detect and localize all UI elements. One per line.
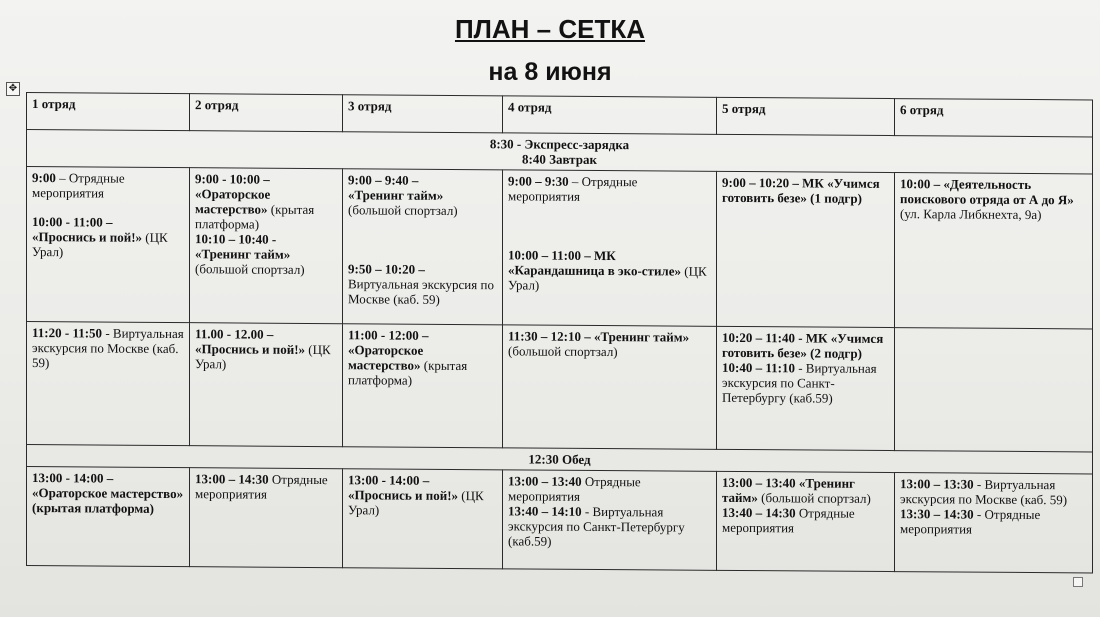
schedule-cell: 13:00 – 13:40 «Тренинг тайм» (большой спортзал) 13:40 – 14:30 Отрядные мероприятия xyxy=(717,471,895,571)
column-header: 3 отряд xyxy=(343,95,503,133)
schedule-cell: 11.00 - 12.00 – «Проснись и пой!» (ЦК Урал) xyxy=(190,323,343,447)
schedule-cell: 11:20 - 11:50 - Виртуальная экскурсия по Москве (каб. 59) xyxy=(27,322,190,446)
schedule-cell-empty xyxy=(895,328,1093,452)
resize-handle[interactable] xyxy=(1073,577,1083,587)
schedule-cell: 9:00 – 10:20 – МК «Учимся готовить безе» (1 подгр) xyxy=(717,171,895,327)
move-icon[interactable]: ✥ xyxy=(6,82,20,96)
page-subtitle: на 8 июня xyxy=(488,58,612,86)
schedule-table xyxy=(26,92,1093,573)
schedule-cell: 13:00 – 14:30 Отрядные мероприятия xyxy=(190,468,343,568)
schedule-cell: 11:00 - 12:00 – «Ораторское мастерство» (крытая платформа) xyxy=(343,324,503,448)
column-header: 4 отряд xyxy=(503,96,717,134)
schedule-row xyxy=(27,322,1093,452)
breakfast-event: 8:40 Завтрак xyxy=(522,151,597,167)
schedule-row xyxy=(27,167,1093,329)
schedule-cell: 13:00 – 13:40 Отрядные мероприятия 13:40 – 14:10 - Виртуальная экскурсия по Санкт-Петербургу (каб.59) xyxy=(503,470,717,570)
column-header: 5 отряд xyxy=(717,97,895,135)
schedule-cell: 13:00 - 14:00 – «Проснись и пой!» (ЦК Урал) xyxy=(343,469,503,569)
schedule-cell: 9:00 – 9:40 – «Тренинг тайм» (большой спортзал) 9:50 – 10:20 – Виртуальная экскурсия по Москве (каб. 59) xyxy=(343,169,503,325)
schedule-cell: 10:20 – 11:40 - МК «Учимся готовить безе» (2 подгр) 10:40 – 11:10 - Виртуальная экскурсия по Санкт-Петербургу (каб.59) xyxy=(717,326,895,450)
lunch-event: 12:30 Обед xyxy=(27,445,1093,474)
page-title: ПЛАН – СЕТКА xyxy=(454,14,646,44)
exercise-event: 8:30 - Экспресс-зарядка xyxy=(489,136,630,153)
schedule-row xyxy=(27,467,1093,573)
schedule-cell: 10:00 – «Деятельность поискового отряда от А до Я» (ул. Карла Либкнехта, 9а) xyxy=(895,173,1093,329)
schedule-cell: 9:00 – Отрядные мероприятия 10:00 - 11:00 – «Проснись и пой!» (ЦК Урал) xyxy=(27,167,190,323)
schedule-cell: 11:30 – 12:10 – «Тренинг тайм» (большой спортзал) xyxy=(503,325,717,449)
schedule-cell: 9:00 – 9:30 – Отрядные мероприятия 10:00 – 11:00 – МК «Карандашница в эко-стиле» (ЦК Урал) xyxy=(503,170,717,326)
column-header: 6 отряд xyxy=(895,99,1093,137)
schedule-cell: 13:00 - 14:00 – «Ораторское мастерство» (крытая платформа) xyxy=(27,467,190,567)
column-header: 1 отряд xyxy=(27,93,190,131)
column-header: 2 отряд xyxy=(190,94,343,132)
schedule-cell: 9:00 - 10:00 – «Ораторское мастерство» (крытая платформа) 10:10 – 10:40 - «Тренинг тайм» (большой спортзал) xyxy=(190,168,343,324)
schedule-cell: 13:00 – 13:30 - Виртуальная экскурсия по Москве (каб. 59) 13:30 – 14:30 - Отрядные мероприятия xyxy=(895,473,1093,573)
